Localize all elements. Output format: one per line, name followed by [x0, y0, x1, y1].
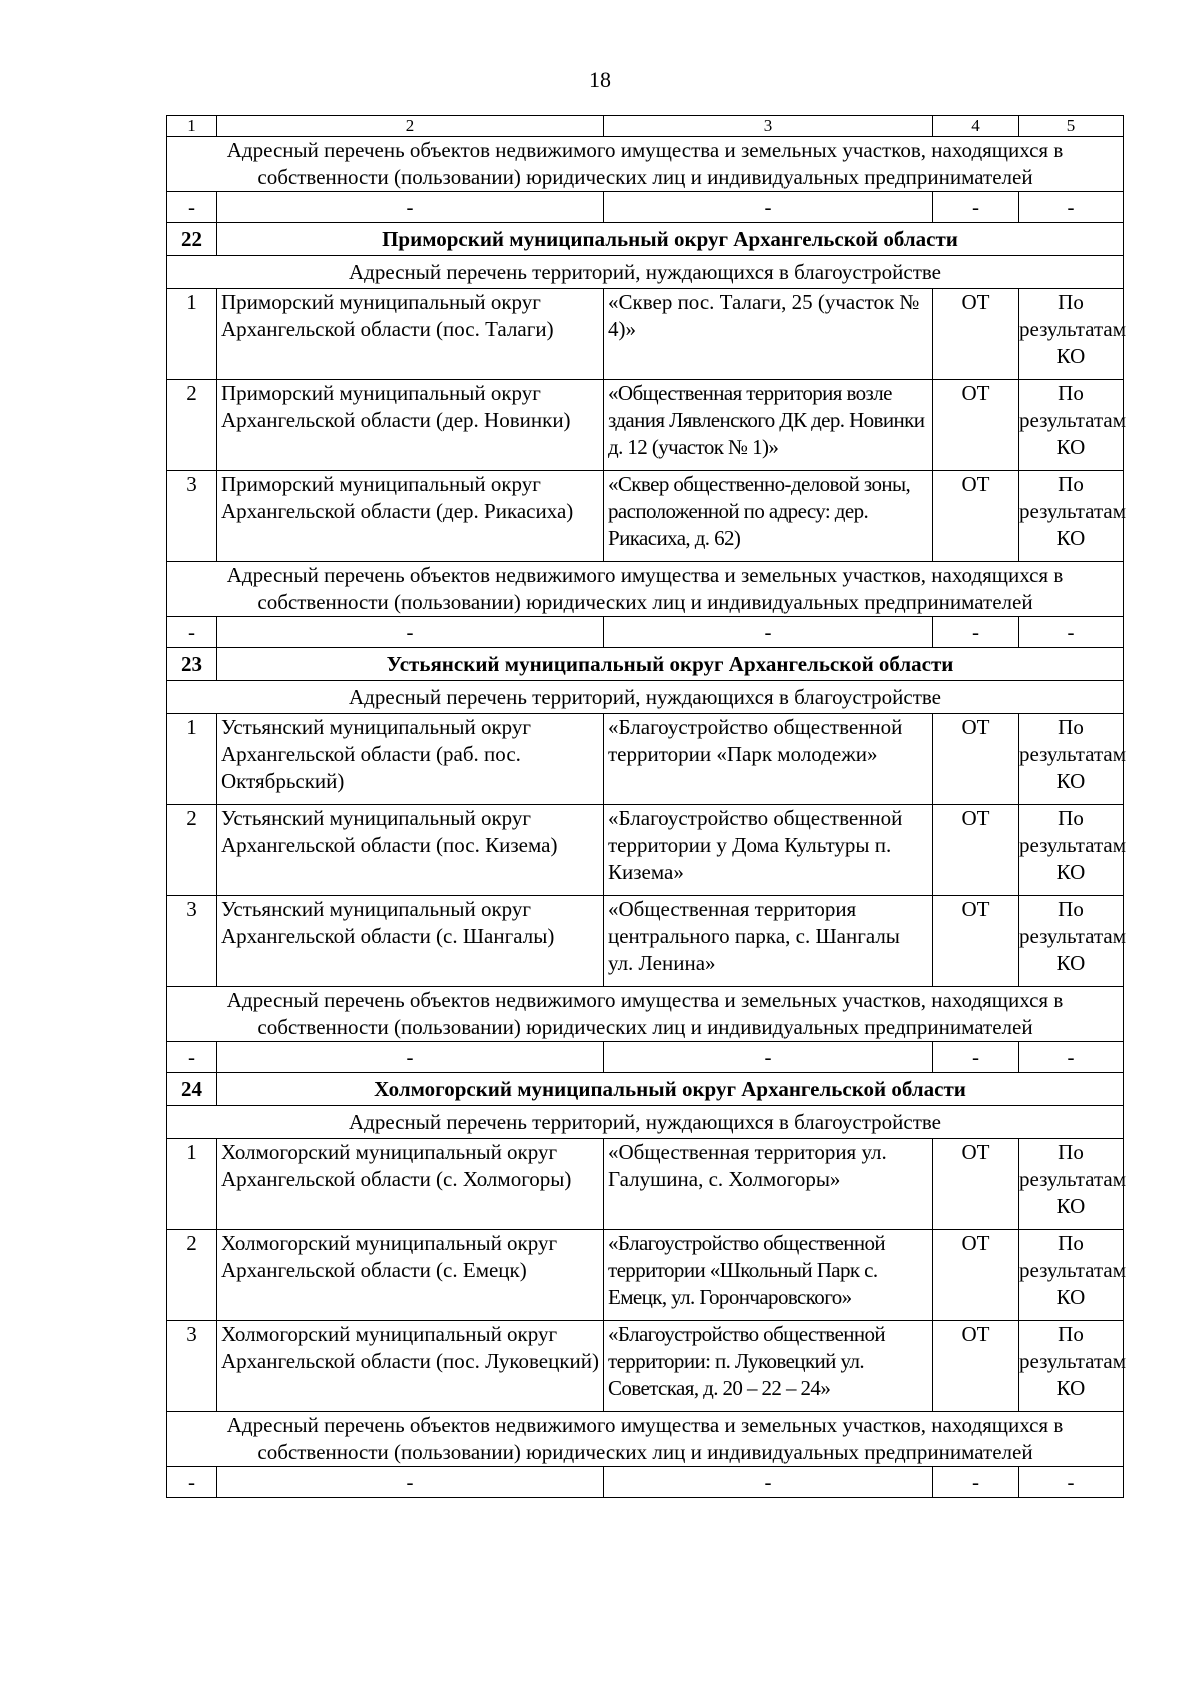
owners-list-heading: Адресный перечень объектов недвижимого имущества и земельных участков, находящихся в собственности (пользовании) юридических лиц и индивидуальных предпринимателей [167, 137, 1124, 192]
column-number: 1 [167, 116, 217, 137]
object-cell [604, 1321, 933, 1412]
dash-cell: - [1019, 617, 1124, 648]
table-row [167, 1230, 1124, 1321]
dash-cell: - [217, 192, 604, 223]
type-cell: ОТ [933, 805, 1019, 896]
object-name: «Сквер пос. Талаги, 25 (участок № 4)» [608, 290, 920, 341]
district-row [167, 223, 1124, 256]
owners-list-heading-row [167, 987, 1124, 1042]
municipality-cell: Приморский муниципальный округ Архангельской области (дер. Рикасиха) [217, 471, 604, 562]
column-number: 4 [933, 116, 1019, 137]
result-cell: По результатам КО [1019, 896, 1124, 987]
table-row [167, 896, 1124, 987]
district-title: Холмогорский муниципальный округ Архангельской области [217, 1073, 1124, 1106]
result-cell: По результатам КО [1019, 714, 1124, 805]
column-number: 3 [604, 116, 933, 137]
object-cell [604, 1139, 933, 1230]
item-number: 1 [167, 289, 217, 380]
owners-list-heading: Адресный перечень объектов недвижимого имущества и земельных участков, находящихся в собственности (пользовании) юридических лиц и индивидуальных предпринимателей [167, 987, 1124, 1042]
municipality-cell: Устьянский муниципальный округ Архангельской области (раб. пос. Октябрьский) [217, 714, 604, 805]
item-number: 3 [167, 1321, 217, 1412]
territories-list-heading-row [167, 256, 1124, 289]
dash-cell: - [604, 192, 933, 223]
dash-cell: - [1019, 1467, 1124, 1498]
result-cell: По результатам КО [1019, 1139, 1124, 1230]
result-cell: По результатам КО [1019, 1321, 1124, 1412]
municipality-cell: Устьянский муниципальный округ Архангельской области (с. Шангалы) [217, 896, 604, 987]
type-cell: ОТ [933, 471, 1019, 562]
dash-cell: - [167, 1467, 217, 1498]
item-number: 1 [167, 714, 217, 805]
table-row [167, 805, 1124, 896]
result-cell: По результатам КО [1019, 289, 1124, 380]
item-number: 2 [167, 380, 217, 471]
dash-cell: - [933, 617, 1019, 648]
district-number: 23 [167, 648, 217, 681]
object-cell [604, 380, 933, 471]
item-number: 3 [167, 896, 217, 987]
type-cell: ОТ [933, 1230, 1019, 1321]
object-cell [604, 896, 933, 987]
dash-cell: - [933, 1042, 1019, 1073]
type-cell: ОТ [933, 714, 1019, 805]
type-cell: ОТ [933, 896, 1019, 987]
result-cell: По результатам КО [1019, 471, 1124, 562]
dash-cell: - [604, 617, 933, 648]
object-name: «Общественная территория возле здания Лявленского ДК дер. Новинки д. 12 (участок № 1)» [608, 381, 925, 459]
object-name: «Благоустройство общественной территории «Школьный Парк с. Емецк, ул. Горончаровского» [608, 1231, 886, 1309]
owners-list-heading-row [167, 1412, 1124, 1467]
owners-list-heading-row [167, 137, 1124, 192]
municipality-cell: Холмогорский муниципальный округ Архангельской области (с. Холмогоры) [217, 1139, 604, 1230]
object-cell [604, 289, 933, 380]
dash-cell: - [933, 1467, 1019, 1498]
item-number: 3 [167, 471, 217, 562]
district-row [167, 648, 1124, 681]
object-cell [604, 471, 933, 562]
table-row [167, 471, 1124, 562]
dash-cell: - [167, 617, 217, 648]
empty-row [167, 617, 1124, 648]
dash-cell: - [217, 1467, 604, 1498]
dash-cell: - [217, 617, 604, 648]
page-number: 18 [589, 67, 611, 92]
table-row [167, 1321, 1124, 1412]
object-cell [604, 1230, 933, 1321]
object-name: «Благоустройство общественной территории «Парк молодежи» [608, 715, 903, 766]
column-number: 2 [217, 116, 604, 137]
dash-cell: - [167, 1042, 217, 1073]
column-number: 5 [1019, 116, 1124, 137]
owners-list-heading: Адресный перечень объектов недвижимого имущества и земельных участков, находящихся в собственности (пользовании) юридических лиц и индивидуальных предпринимателей [167, 562, 1124, 617]
district-title: Приморский муниципальный округ Архангельской области [217, 223, 1124, 256]
district-number: 24 [167, 1073, 217, 1106]
table-body [167, 116, 1127, 1498]
object-cell [604, 714, 933, 805]
dash-cell: - [217, 1042, 604, 1073]
item-number: 2 [167, 805, 217, 896]
result-cell: По результатам КО [1019, 805, 1124, 896]
table-row [167, 714, 1124, 805]
dash-cell: - [1019, 192, 1124, 223]
column-number-row [167, 116, 1124, 137]
result-cell: По результатам КО [1019, 1230, 1124, 1321]
empty-row [167, 1467, 1124, 1498]
territories-list-heading: Адресный перечень территорий, нуждающихся в благоустройстве [167, 1106, 1124, 1139]
dash-cell: - [1019, 1042, 1124, 1073]
dash-cell: - [933, 192, 1019, 223]
empty-row [167, 1042, 1124, 1073]
address-list-table [166, 115, 1127, 1498]
table-row [167, 380, 1124, 471]
table-row [167, 1139, 1124, 1230]
type-cell: ОТ [933, 1321, 1019, 1412]
municipality-cell: Устьянский муниципальный округ Архангельской области (пос. Кизема) [217, 805, 604, 896]
object-name: «Сквер общественно-деловой зоны, расположенной по адресу: дер. Рикасиха, д. 62) [608, 472, 911, 550]
district-row [167, 1073, 1124, 1106]
type-cell: ОТ [933, 380, 1019, 471]
district-number: 22 [167, 223, 217, 256]
owners-list-heading-row [167, 562, 1124, 617]
item-number: 1 [167, 1139, 217, 1230]
object-cell [604, 805, 933, 896]
municipality-cell: Приморский муниципальный округ Архангельской области (пос. Талаги) [217, 289, 604, 380]
municipality-cell: Холмогорский муниципальный округ Архангельской области (пос. Луковецкий) [217, 1321, 604, 1412]
object-name: «Благоустройство общественной территории: п. Луковецкий ул. Советская, д. 20 – 22 – 24» [608, 1322, 886, 1400]
territories-list-heading-row [167, 681, 1124, 714]
owners-list-heading: Адресный перечень объектов недвижимого имущества и земельных участков, находящихся в собственности (пользовании) юридических лиц и индивидуальных предпринимателей [167, 1412, 1124, 1467]
object-name: «Общественная территория ул. Галушина, с. Холмогоры» [608, 1140, 887, 1191]
municipality-cell: Холмогорский муниципальный округ Архангельской области (с. Емецк) [217, 1230, 604, 1321]
object-name: «Общественная территория центрального парка, с. Шангалы ул. Ленина» [608, 897, 900, 975]
object-name: «Благоустройство общественной территории у Дома Культуры п. Кизема» [608, 806, 903, 884]
municipality-cell: Приморский муниципальный округ Архангельской области (дер. Новинки) [217, 380, 604, 471]
type-cell: ОТ [933, 289, 1019, 380]
empty-row [167, 192, 1124, 223]
dash-cell: - [604, 1467, 933, 1498]
territories-list-heading: Адресный перечень территорий, нуждающихся в благоустройстве [167, 681, 1124, 714]
dash-cell: - [167, 192, 217, 223]
type-cell: ОТ [933, 1139, 1019, 1230]
territories-list-heading: Адресный перечень территорий, нуждающихся в благоустройстве [167, 256, 1124, 289]
territories-list-heading-row [167, 1106, 1124, 1139]
dash-cell: - [604, 1042, 933, 1073]
result-cell: По результатам КО [1019, 380, 1124, 471]
table-row [167, 289, 1124, 380]
item-number: 2 [167, 1230, 217, 1321]
district-title: Устьянский муниципальный округ Архангельской области [217, 648, 1124, 681]
